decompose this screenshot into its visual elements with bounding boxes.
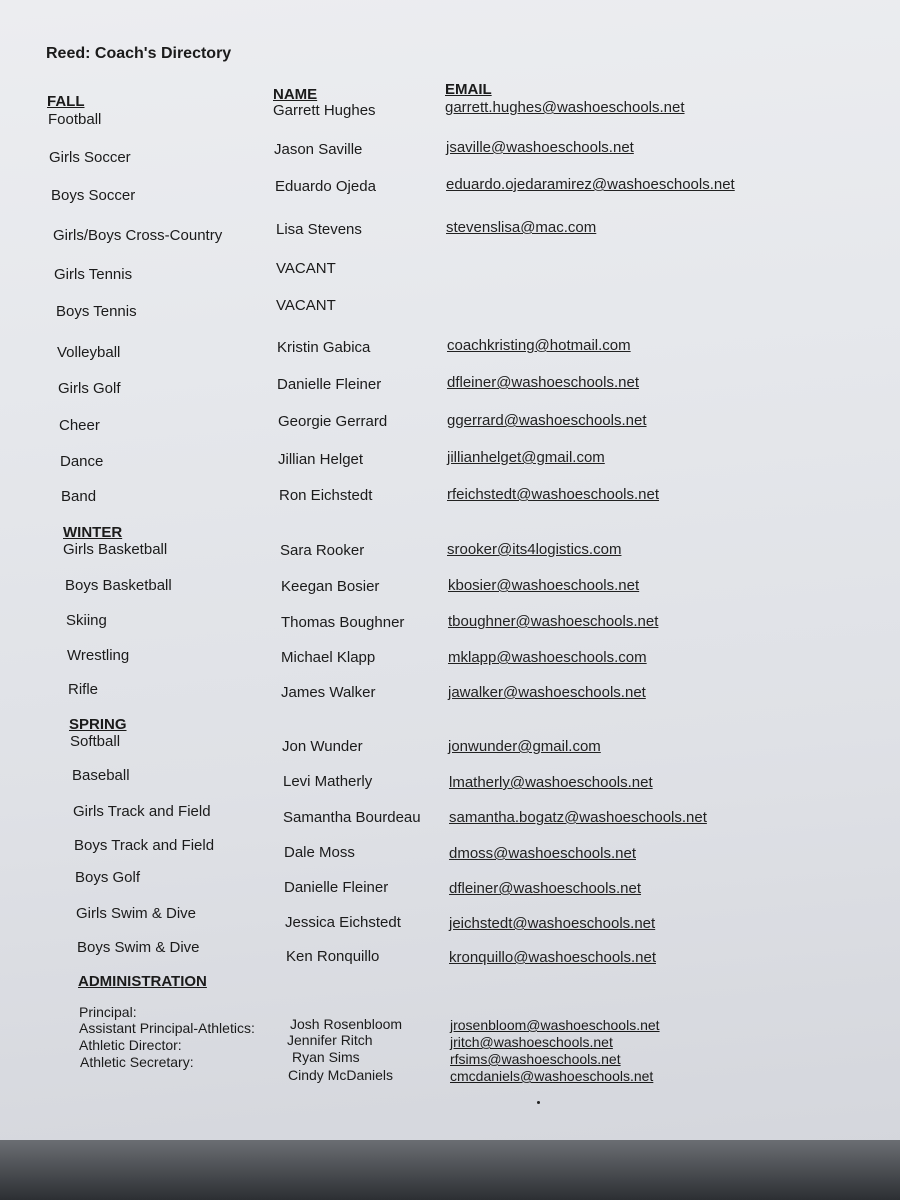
email-link[interactable]: jawalker@washoeschools.net	[448, 684, 646, 701]
section-header-winter: WINTER	[63, 524, 123, 541]
section-header-spring: SPRING	[69, 716, 127, 733]
table-row	[0, 905, 900, 932]
coach-name-cell: Michael Klapp	[281, 649, 376, 666]
table-row	[0, 612, 900, 634]
sport-cell: Cheer	[59, 417, 100, 434]
coach-name-cell: VACANT	[276, 260, 336, 277]
coach-name-cell: Lisa Stevens	[276, 221, 362, 238]
admin-role-label: Athletic Director:	[79, 1037, 182, 1053]
email-link[interactable]: dmoss@washoeschools.net	[449, 845, 636, 862]
sport-cell: Softball	[70, 733, 121, 750]
email-link[interactable]: mklapp@washoeschools.com	[448, 649, 647, 666]
table-row	[0, 297, 900, 325]
email-link[interactable]: dfleiner@washoeschools.net	[449, 880, 642, 897]
email-link[interactable]: srooker@its4logistics.com	[447, 541, 622, 558]
email-link[interactable]: jonwunder@gmail.com	[448, 738, 601, 755]
coach-name-cell: Jon Wunder	[282, 738, 363, 755]
email-link[interactable]: jritch@washoeschools.net	[450, 1034, 613, 1050]
coach-name-cell: Jessica Eichstedt	[285, 914, 401, 931]
coach-name-cell: Keegan Bosier	[281, 578, 380, 595]
coach-name-cell: Sara Rooker	[280, 542, 365, 559]
email-link[interactable]: samantha.bogatz@washoeschools.net	[449, 809, 707, 826]
sport-cell: Dance	[60, 453, 104, 470]
table-row	[0, 449, 900, 475]
email-link[interactable]: jsaville@washoeschools.net	[446, 139, 634, 156]
admin-role-label: Principal:	[79, 1004, 137, 1020]
table-row	[0, 139, 900, 171]
sport-cell: Boys Soccer	[51, 187, 136, 204]
email-link[interactable]: dfleiner@washoeschools.net	[447, 374, 640, 391]
sport-cell: Football	[48, 111, 102, 128]
column-header-name: NAME	[273, 86, 318, 103]
sport-cell: Girls Golf	[58, 380, 121, 397]
coach-name-cell: Kristin Gabica	[277, 339, 371, 356]
coach-name-cell: Levi Matherly	[283, 773, 373, 790]
coach-name-cell: James Walker	[281, 684, 376, 701]
email-link[interactable]: tboughner@washoeschools.net	[448, 613, 659, 630]
table-row	[0, 374, 900, 402]
coach-name-cell: Jason Saville	[274, 141, 363, 158]
email-link[interactable]: rfeichstedt@washoeschools.net	[447, 486, 660, 503]
sport-cell: Skiing	[66, 612, 107, 629]
sport-cell: Girls Track and Field	[73, 803, 211, 820]
table-row	[0, 803, 900, 825]
sport-cell: Girls Swim & Dive	[76, 905, 197, 922]
table-row	[0, 260, 900, 288]
table-row	[0, 733, 900, 755]
coach-name-cell: Danielle Fleiner	[284, 879, 389, 896]
email-link[interactable]: jillianhelget@gmail.com	[447, 449, 605, 466]
coach-name-cell: Samantha Bourdeau	[283, 809, 421, 826]
coach-name-cell: Dale Moss	[284, 844, 355, 861]
coach-name-cell: Danielle Fleiner	[277, 376, 382, 393]
email-link[interactable]: kbosier@washoeschools.net	[448, 577, 640, 594]
table-row	[0, 541, 900, 563]
sport-cell: Girls Tennis	[54, 266, 133, 283]
sport-cell: Volleyball	[57, 344, 121, 361]
email-link[interactable]: coachkristing@hotmail.com	[447, 337, 631, 354]
email-link[interactable]: ggerrard@washoeschools.net	[447, 412, 647, 429]
section-header-administration: ADMINISTRATION	[78, 973, 207, 990]
email-link[interactable]: lmatherly@washoeschools.net	[449, 774, 653, 791]
admin-name: Ryan Sims	[292, 1049, 360, 1065]
table-row	[0, 337, 900, 366]
email-link[interactable]: kronquillo@washoeschools.net	[449, 949, 657, 966]
admin-role-label: Assistant Principal-Athletics:	[79, 1020, 255, 1036]
sport-cell: Girls Soccer	[49, 149, 131, 166]
coach-name-cell: VACANT	[276, 297, 336, 314]
admin-role-label: Athletic Secretary:	[80, 1054, 194, 1070]
section-header-fall: FALL	[47, 93, 85, 110]
table-row	[0, 412, 900, 439]
sport-cell: Baseball	[72, 767, 130, 784]
table-row	[0, 488, 900, 510]
table-row	[0, 176, 900, 209]
admin-name: Jennifer Ritch	[287, 1032, 373, 1048]
coach-name-cell: Garrett Hughes	[273, 102, 376, 119]
table-row	[0, 837, 900, 862]
admin-name: Josh Rosenbloom	[290, 1016, 403, 1032]
email-link[interactable]: jeichstedt@washoeschools.net	[449, 915, 656, 932]
coach-name-cell: Ken Ronquillo	[286, 948, 380, 965]
admin-name: Cindy McDaniels	[288, 1067, 394, 1083]
table-row	[0, 681, 900, 703]
sport-cell: Rifle	[68, 681, 99, 698]
table-row	[0, 219, 900, 249]
table-row	[0, 869, 900, 897]
desk-surface	[0, 1140, 900, 1200]
email-link[interactable]: eduardo.ojedaramirez@washoeschools.net	[446, 176, 735, 193]
stray-mark	[537, 1101, 540, 1104]
sport-cell: Wrestling	[67, 647, 130, 664]
sport-cell: Boys Basketball	[65, 577, 172, 594]
table-row	[0, 767, 900, 789]
coach-name-cell: Thomas Boughner	[281, 614, 405, 631]
email-link[interactable]: stevenslisa@mac.com	[446, 219, 597, 236]
sport-cell: Boys Track and Field	[74, 837, 215, 854]
table-row	[0, 577, 900, 599]
coach-name-cell: Jillian Helget	[278, 451, 364, 468]
sport-cell: Boys Swim & Dive	[77, 939, 200, 956]
sport-cell: Girls/Boys Cross-Country	[53, 227, 223, 244]
coach-name-cell: Ron Eichstedt	[279, 487, 373, 504]
sport-cell: Band	[61, 488, 97, 505]
table-row	[0, 939, 900, 966]
table-row	[0, 647, 900, 669]
email-link[interactable]: garrett.hughes@washoeschools.net	[445, 99, 685, 116]
coach-name-cell: Eduardo Ojeda	[275, 178, 376, 195]
email-link[interactable]: rfsims@washoeschools.net	[450, 1051, 621, 1067]
email-link[interactable]: jrosenbloom@washoeschools.net	[450, 1017, 660, 1033]
sport-cell: Boys Golf	[75, 869, 141, 886]
sport-cell: Boys Tennis	[56, 303, 137, 320]
email-link[interactable]: cmcdaniels@washoeschools.net	[450, 1068, 654, 1084]
sport-cell: Girls Basketball	[63, 541, 168, 558]
page-title: Reed: Coach's Directory	[46, 45, 232, 62]
column-header-email: EMAIL	[445, 81, 492, 98]
coach-name-cell: Georgie Gerrard	[278, 413, 388, 430]
